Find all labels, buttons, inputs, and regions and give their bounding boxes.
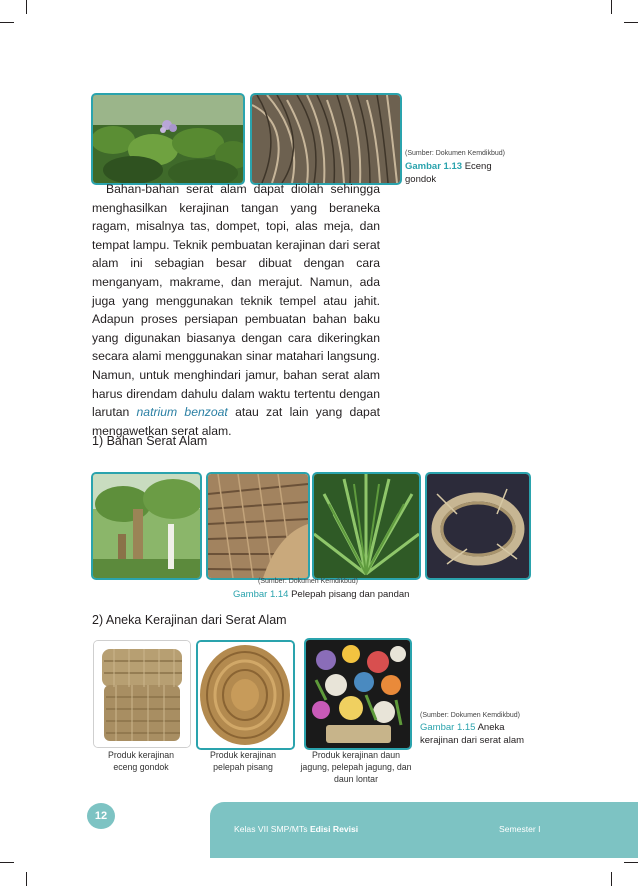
banana-tree-photo (91, 472, 202, 580)
body-text-italic: natrium benzoat (136, 405, 228, 420)
banana-stem-fiber-photo (206, 472, 310, 580)
water-hyacinth-plant-photo (91, 93, 245, 185)
section-heading-2: 2) Aneka Kerajinan dari Serat Alam (92, 613, 287, 627)
figure-1-14-caption (233, 588, 409, 601)
section-heading-1: 1) Bahan Serat Alam (92, 434, 208, 448)
footer-book-title (234, 824, 358, 834)
figure-1-15-label: Gambar 1.15 (420, 722, 476, 733)
body-paragraph (92, 180, 380, 440)
crop-mark (26, 872, 27, 886)
banana-stem-tray-photo (196, 640, 295, 750)
crop-mark (0, 22, 14, 23)
product-caption-water-hyacinth: Produk kerajinan eceng gondok (107, 750, 174, 772)
footer-book-edition: Edisi Revisi (309, 824, 359, 834)
product-caption-corn-lontar: Produk kerajinan daun jagung, pelepah jagung, dan daun lontar (300, 750, 412, 784)
crop-mark (26, 0, 27, 14)
corn-leaf-flowers-photo (304, 638, 412, 750)
figure-1-15-caption (420, 721, 530, 747)
dried-water-hyacinth-photo (250, 93, 402, 185)
figure-1-15-text: Aneka kerajinan dari serat alam (420, 722, 525, 746)
crop-mark (0, 862, 14, 863)
figure-1-13-text: Eceng gondok (405, 161, 492, 185)
crop-mark (611, 872, 612, 886)
product-caption-banana-stem: Produk kerajinan pelepah pisang (209, 750, 276, 772)
figure-1-13-caption (405, 160, 515, 186)
figure-1-14-label: Gambar 1.14 (233, 589, 289, 600)
footer-semester: Semester I (499, 824, 541, 834)
body-text-part-2: atau zat lain yang dapat mengawetkan serat alam. (92, 405, 380, 438)
crop-mark (624, 22, 638, 23)
figure-1-14-source: (Sumber: Dokumen Kemdikbud) (258, 578, 358, 585)
footer-book-prefix: Kelas VII SMP/MTs (234, 824, 308, 834)
dried-pandan-leaves-photo (425, 472, 531, 580)
figure-1-13-source: (Sumber: Dokumen Kemdikbud) (405, 150, 505, 157)
figure-1-13-label: Gambar 1.13 (405, 161, 463, 172)
figure-1-14-text: Pelepah pisang dan pandan (291, 589, 410, 600)
water-hyacinth-basket-photo (93, 640, 191, 748)
pandan-plant-photo (312, 472, 421, 580)
crop-mark (611, 0, 612, 14)
crop-mark (624, 862, 638, 863)
figure-1-15-source: (Sumber: Dokumen Kemdikbud) (420, 712, 520, 719)
body-text-part-1: Bahan-bahan serat alam dapat diolah sehingga menghasilkan kerajinan tangan yang beraneka ragam, misalnya tas, dompet, topi, alas meja, dan tempat lampu. Teknik pembuatan kerajinan dari serat alam ini sebagian besar dibuat dengan cara menganyam, makrame, dan merajut. Namun, ada juga yang menggunakan teknik tempel atau jahit. Adapun proses persiapan pembuatan bahan baku yang digunakan biasanya dengan cara dikeringkan secara alami menggunakan sinar matahari langsung. Namun, untuk menghindari jamur, bahan serat alam harus direndam dahulu dalam waktu tertentu dengan larutan (92, 182, 380, 420)
page-number: 12 (87, 803, 115, 829)
